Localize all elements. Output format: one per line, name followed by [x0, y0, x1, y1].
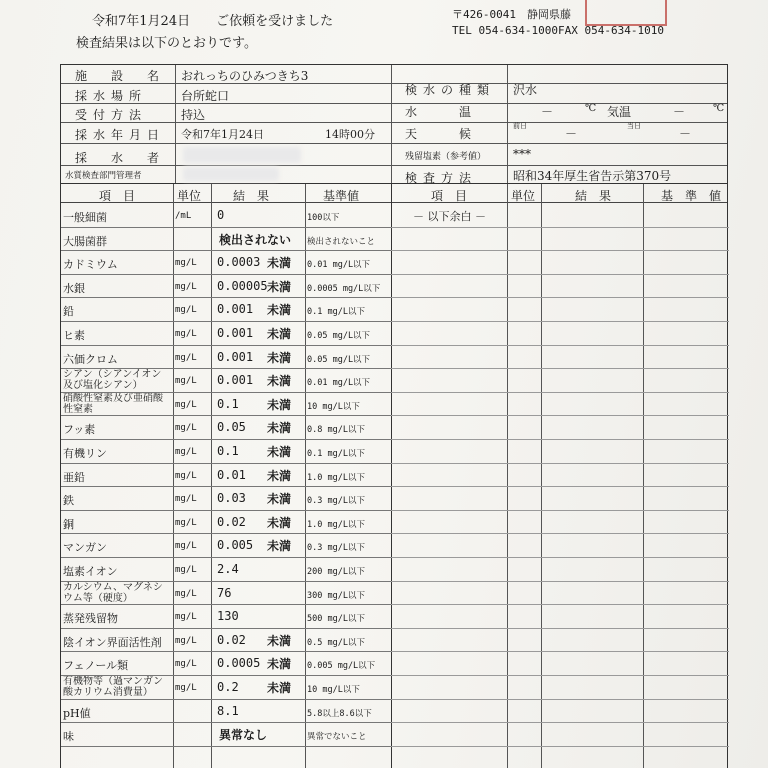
row-standard: 10 mg/L以下 [307, 401, 360, 412]
table-row [61, 486, 391, 510]
row-unit: mg/L [175, 281, 197, 292]
air-temp-label: 気温 [607, 105, 632, 119]
row-mark: 未満 [267, 374, 292, 389]
row-standard: 0.05 mg/L以下 [307, 354, 371, 365]
lab-address: 〒426-0041 静岡県藤 [452, 8, 571, 21]
row-mark: 未満 [267, 468, 292, 483]
row-item: 味 [63, 730, 74, 744]
row-item: カルシウム、マグネシ [63, 581, 163, 593]
weather-prev-value: － [565, 127, 578, 141]
header-unit: 単位 [177, 189, 202, 203]
table-row [61, 510, 391, 534]
row-standard: 100以下 [307, 213, 340, 223]
row-standard: 0.0005 mg/L以下 [307, 283, 381, 294]
row-item: pH値 [63, 706, 91, 720]
row-unit: mg/L [175, 258, 197, 269]
letter-line-2: 検査結果は以下のとおりです。 [76, 36, 257, 51]
row-item: 蒸発残留物 [63, 612, 118, 626]
row-mark: 未満 [267, 515, 292, 530]
row-standard: 0.3 mg/L以下 [307, 543, 365, 554]
table-row [61, 392, 391, 416]
sampling-time-value: 14時00分 [325, 128, 375, 141]
table-row [61, 675, 391, 699]
row-standard: 0.005 mg/L以下 [307, 661, 376, 672]
row-item: 鉛 [63, 305, 74, 319]
row-value: 0 [217, 208, 225, 222]
row-item-line2: 酸カリウム消費量） [63, 687, 153, 698]
row-item-line2: 性窒素 [63, 403, 93, 415]
sampler-label: 採 水 者 [75, 151, 166, 165]
row-value: 0.001 [217, 302, 254, 317]
row-mark: 未満 [267, 539, 292, 554]
row-item: 大腸菌群 [63, 234, 107, 248]
row-unit: mg/L [175, 470, 197, 481]
weather-day-label: 当日 [627, 122, 641, 130]
row-item: フェノール類 [63, 659, 129, 673]
water-type-label: 検水の種類 [405, 83, 496, 97]
row-standard: 10 mg/L以下 [307, 685, 360, 695]
row-unit: mg/L [175, 659, 197, 670]
row-value: 8.1 [217, 703, 239, 718]
row-unit: mg/L [175, 565, 197, 575]
row-standard: 1.0 mg/L以下 [307, 519, 365, 530]
row-value: 0.0005 [217, 656, 261, 671]
acceptance-value: 持込 [181, 108, 206, 122]
sampling-place-value: 台所蛇口 [181, 89, 230, 103]
row-item-line2: 及び塩化シアン） [63, 380, 143, 392]
sampling-date-label: 採水年月日 [75, 128, 166, 142]
row-mark: 未満 [267, 397, 292, 412]
row-mark: 未満 [267, 327, 292, 341]
row-item: カドミウム [63, 258, 118, 272]
table-row [61, 463, 391, 487]
row-value: 0.05 [217, 420, 246, 435]
row-item: 陰イオン界面活性剤 [63, 635, 162, 649]
water-type-value: 沢水 [513, 83, 538, 97]
row-mark: 未満 [267, 350, 292, 365]
row-standard: 異常でないこと [307, 732, 367, 743]
table-row [61, 533, 391, 557]
row-item: 硝酸性窒素及び亜硝酸 [63, 392, 163, 404]
row-value: 0.00005 [217, 278, 268, 293]
row-value: 0.02 [217, 514, 246, 529]
row-unit: /mL [175, 211, 192, 221]
table-row [61, 345, 391, 369]
row-item: フッ素 [63, 423, 96, 437]
row-standard: 0.1 mg/L以下 [307, 307, 365, 318]
row-unit: mg/L [175, 517, 197, 528]
water-temp-label: 水 温 [405, 105, 478, 119]
row-mark: 未満 [267, 657, 292, 672]
row-unit: mg/L [175, 423, 197, 434]
table-row [61, 581, 391, 605]
header-result-right: 結 果 [575, 189, 612, 203]
row-standard: 1.0 mg/L以下 [307, 472, 365, 483]
sampling-place-label: 採水場所 [75, 89, 148, 103]
weather-day-value: － [679, 127, 692, 141]
row-item: 塩素イオン [63, 565, 118, 578]
header-standard: 基準値 [323, 189, 360, 203]
row-item: 一般細菌 [63, 211, 107, 224]
row-mark: 未満 [267, 492, 292, 507]
table-row [61, 557, 391, 581]
row-mark: 未満 [267, 303, 292, 318]
row-item: 亜鉛 [63, 470, 85, 484]
lab-fax: FAX 054-634-1010 [558, 24, 664, 37]
row-standard: 200 mg/L以下 [307, 567, 365, 577]
row-value: 0.001 [217, 326, 254, 340]
table-row [61, 227, 391, 251]
chlorine-label: 残留塩素（参考値） [405, 152, 487, 162]
row-standard: 0.1 mg/L以下 [307, 449, 365, 459]
company-seal-stamp [585, 0, 667, 26]
row-value: 0.001 [217, 349, 254, 364]
row-unit: mg/L [175, 683, 197, 693]
table-row [61, 368, 391, 392]
acceptance-label: 受付方法 [75, 108, 148, 122]
row-standard: 0.5 mg/L以下 [307, 637, 365, 648]
table-row [61, 439, 391, 463]
table-row [61, 274, 391, 298]
row-unit: mg/L [175, 305, 197, 316]
row-value: 0.0003 [217, 255, 261, 270]
table-row [61, 297, 391, 321]
row-item: 鉄 [63, 494, 74, 508]
row-value: 0.1 [217, 396, 239, 411]
results-table [60, 184, 728, 768]
row-item-line2: ウム等（硬度） [63, 592, 133, 604]
row-standard: 0.01 mg/L以下 [307, 260, 371, 271]
table-row [61, 651, 391, 675]
row-standard: 0.01 mg/L以下 [307, 378, 371, 389]
redacted-sampler [183, 147, 301, 163]
header-unit-right: 単位 [511, 189, 536, 203]
table-row [61, 203, 391, 227]
row-item: 有機リン [63, 447, 107, 460]
row-standard: 0.3 mg/L以下 [307, 496, 365, 507]
table-row [61, 628, 391, 652]
row-mark: 検出されない [219, 232, 292, 247]
redacted-manager [183, 167, 279, 181]
row-item: ヒ素 [63, 329, 85, 342]
row-unit: mg/L [175, 352, 197, 363]
table-row [61, 604, 391, 628]
row-unit: mg/L [175, 447, 197, 457]
row-value: 0.001 [217, 373, 254, 388]
row-unit: mg/L [175, 376, 197, 387]
header-result: 結 果 [233, 189, 270, 203]
right-blank-note: － 以下余白 － [413, 210, 486, 223]
table-row [61, 321, 391, 345]
row-unit: mg/L [175, 588, 197, 599]
row-unit: mg/L [175, 399, 197, 410]
row-unit: mg/L [175, 329, 197, 339]
row-unit: mg/L [175, 494, 197, 505]
row-mark: 未満 [267, 279, 292, 294]
table-row [61, 722, 391, 746]
sample-info-block [60, 64, 728, 184]
row-unit: mg/L [175, 635, 197, 646]
row-value: 0.005 [217, 538, 254, 553]
row-value: 2.4 [217, 562, 239, 576]
row-standard: 検出されないこと [307, 236, 376, 247]
row-standard: 300 mg/L以下 [307, 590, 365, 601]
row-mark: 未満 [267, 681, 292, 695]
table-row [61, 250, 391, 274]
header-item-right: 項 目 [431, 189, 468, 203]
row-unit: mg/L [175, 541, 197, 552]
row-item: 有機物等（過マンガン [63, 676, 163, 687]
table-row [61, 415, 391, 439]
row-mark: 未満 [267, 633, 292, 648]
row-item: 銅 [63, 517, 74, 531]
method-value: 昭和34年厚生省告示第370号 [513, 169, 672, 183]
row-item: 水銀 [63, 281, 85, 295]
row-value: 0.01 [217, 467, 246, 482]
row-mark: 未満 [267, 256, 292, 271]
chlorine-value: *** [513, 147, 531, 161]
row-standard: 0.8 mg/L以下 [307, 425, 365, 436]
table-row [61, 699, 391, 723]
facility-label: 施 設 名 [75, 69, 166, 83]
header-standard-right: 基 準 値 [661, 189, 722, 203]
row-unit: mg/L [175, 612, 197, 623]
letter-line-1: 令和7年1月24日 ご依頼を受けました [92, 14, 334, 29]
row-standard: 500 mg/L以下 [307, 614, 365, 625]
row-mark: 未満 [267, 421, 292, 436]
row-item: 六価クロム [63, 352, 118, 366]
weather-label: 天 候 [405, 127, 478, 141]
sampling-date-value: 令和7年1月24日 [181, 128, 264, 141]
row-value: 0.1 [217, 444, 239, 458]
water-temp-value: － [541, 105, 554, 119]
air-temp-value: － [673, 105, 686, 119]
row-standard: 5.8以上8.6以下 [307, 708, 372, 719]
facility-value: おれっちのひみつきち3 [181, 69, 309, 83]
row-standard: 0.05 mg/L以下 [307, 331, 371, 341]
row-item: シアン（シアンイオン [63, 369, 162, 381]
water-temp-unit: ℃ [585, 103, 597, 114]
header-item: 項 目 [99, 189, 136, 203]
row-item: マンガン [63, 541, 107, 555]
air-temp-unit: ℃ [713, 103, 725, 114]
row-mark: 未満 [267, 445, 292, 459]
row-mark: 異常なし [219, 728, 268, 743]
row-value: 130 [217, 609, 239, 624]
row-value: 0.03 [217, 491, 246, 506]
lab-phone: TEL 054-634-1000 [452, 24, 558, 37]
manager-label: 水質検査部門管理者 [65, 171, 142, 181]
row-value: 76 [217, 585, 232, 600]
row-value: 0.02 [217, 632, 246, 647]
method-label: 検査方法 [405, 171, 478, 185]
row-value: 0.2 [217, 680, 239, 694]
weather-prev-label: 前日 [513, 122, 527, 130]
